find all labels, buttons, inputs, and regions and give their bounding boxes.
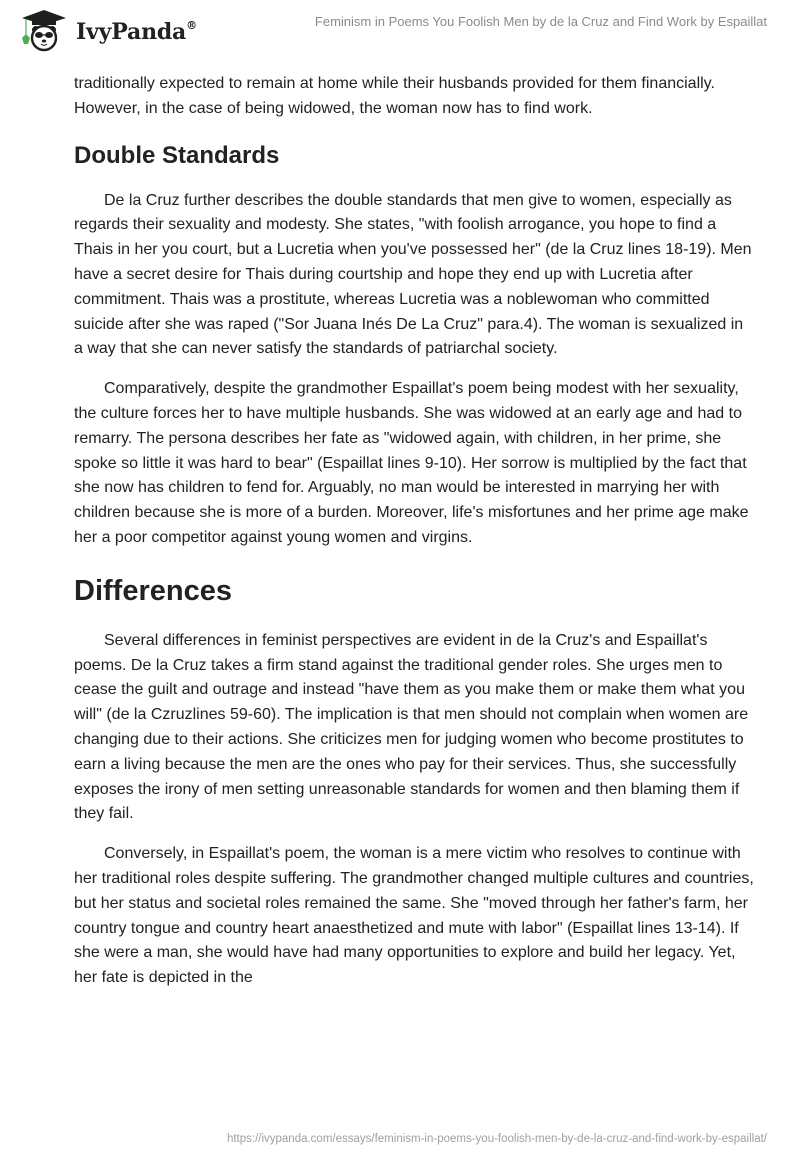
intro-paragraph: traditionally expected to remain at home while their husbands provided for them financially. However, in the case of being widowed, the woman now has to find work. bbox=[74, 75, 715, 117]
paragraph: Conversely, in Espaillat's poem, the woman is a mere victim who resolves to continue with her traditional roles despite suffering. The grandmother changed multiple cultures and countries, but her status and societal roles remained the same. She "moved through her father's farm, her country tongue and country heart anaesthetized and mute with labor" (Espaillat lines 13-14). If she were a man, she would have had many opportunities to explore and build her legacy. Yet, her fate is depicted in the bbox=[74, 845, 754, 987]
section-heading-differences: Differences bbox=[74, 574, 232, 607]
paragraph: De la Cruz further describes the double standards that men give to women, especially as regards their sexuality and modesty. She states, "with foolish arrogance, you hope to find a Thais in her you court, but a Lucretia when you've possessed her" (de la Cruz lines 18-19). Men have a secret desire for Thais during courtship and hope they end up with Lucretia after commitment. Thais was a prostitute, whereas Lucretia was a noblewoman who committed suicide after she was raped ("Sor Juana Inés De La Cruz" para.4). The woman is sexualized in a way that she can never satisfy the standards of patriarchal society. bbox=[74, 191, 752, 358]
section-heading-double-standards: Double Standards bbox=[74, 141, 280, 169]
logo-text: IvyPanda® bbox=[76, 18, 197, 45]
essay-content bbox=[74, 72, 754, 991]
paragraph: Comparatively, despite the grandmother Espaillat's poem being modest with her sexuality, the culture forces her to have multiple husbands. She was widowed at an early age and had to remarry. The persona describes her fate as "widowed again, with children, in her prime, she spoke so little it was hard to bear" (Espaillat lines 9-10). Her sorrow is multiplied by the fact that she now has children to fend for. Arguably, no man would be interested in marrying her with children because she is more of a burden. Moreover, life's misfortunes and her prime age make her a poor competitor against young women and virgins. bbox=[74, 380, 749, 546]
page-header bbox=[0, 0, 800, 60]
document-title: Feminism in Poems You Foolish Men by de la Cruz and Find Work by Espaillat bbox=[314, 14, 767, 29]
paragraph: Several differences in feminist perspectives are evident in de la Cruz's and Espaillat's poems. De la Cruz takes a firm stand against the traditional gender roles. She urges men to cease the guilt and outrage and instead "have them as you make them or make them what you will" (de la Czruzlines 59-60). The implication is that men should not complain when women are changing due to their actions. She criticizes men for judging women who become prostitutes to earn a living because the men are the ones who pay for their services. Thus, she successfully exposes the irony of men setting unreasonable standards for women and then blaming them if they fail. bbox=[74, 631, 749, 823]
panda-graduation-cap-icon bbox=[16, 8, 72, 52]
source-url[interactable]: https://ivypanda.com/essays/feminism-in-poems-you-foolish-men-by-de-la-cruz-and-find-work-by-espaillat/ bbox=[226, 1133, 767, 1145]
ivypanda-logo[interactable] bbox=[16, 8, 197, 52]
